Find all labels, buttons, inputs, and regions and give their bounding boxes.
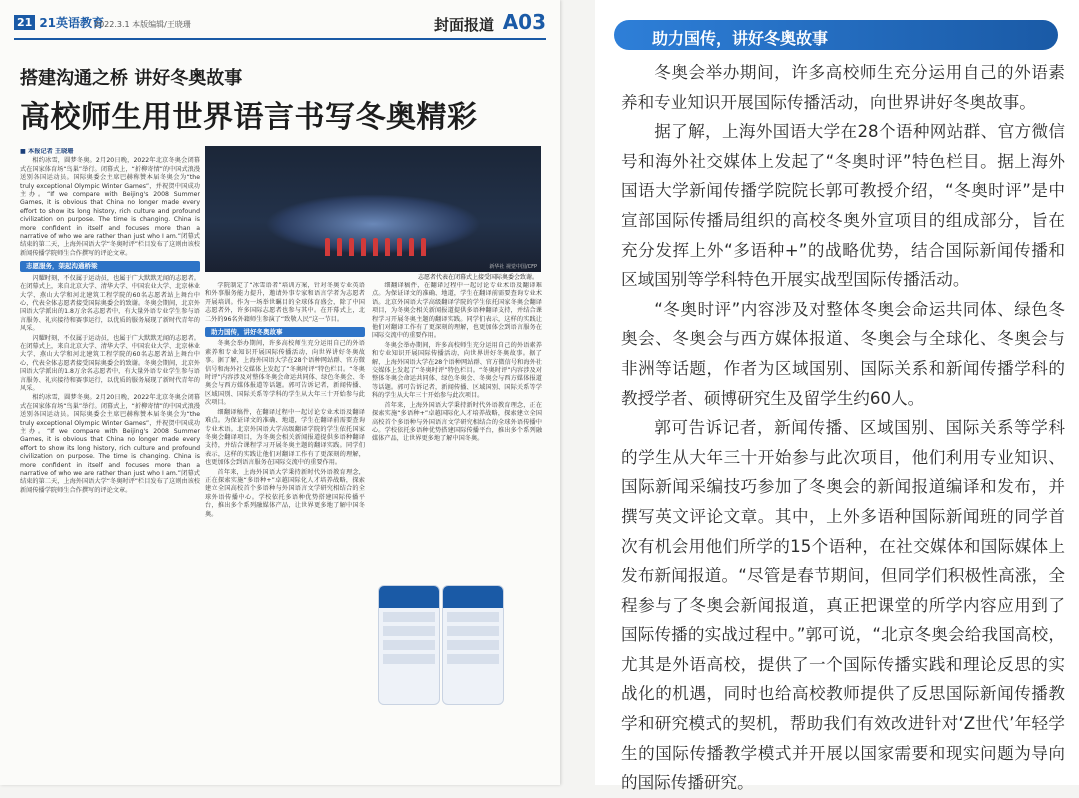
masthead — [14, 10, 546, 40]
issue-date: 2022.3.1 本版编辑/王晓珊 — [94, 20, 191, 29]
app-screenshot — [378, 585, 440, 705]
photo-caption: 志愿者代表在闭幕式上接受国际奥委会致谢。 — [418, 274, 539, 281]
volunteer-figure — [361, 238, 366, 256]
paragraph: 细翻译稿件，在翻译过程中一起讨论专业术语及翻译难点。为保证译文的准确、地道，学生在翻译前需要查询专业术语。北京外国语大学高级翻译学院的学生依托国家冬奥会翻译项目，为冬奥会相关新闻报道提供多语种翻译支持，并结合课程学习开展冬奥主题的翻译实践。同学们表示，这样的实践让他们对翻译工作有了更深刻的理解，也更加体会到语言服务在国际交流中的重要作用。 — [372, 282, 542, 340]
excerpt-body — [621, 58, 1065, 798]
closing-ceremony-photo — [205, 146, 541, 272]
article-column-1 — [20, 148, 200, 778]
byline: ■ 本报记者 王晓珊 — [20, 148, 74, 155]
article-column-2 — [205, 282, 365, 778]
subheading: 助力国传，讲好冬奥故事 — [205, 327, 365, 337]
paragraph: 首年来，上海外国语大学秉持新时代外语教育理念，正在探索实施“多语种+”卓越国际化人才培养战略，探索建立全国高校首个多语种与外国语言文学研究相结合的全球外语传播中心。学校依托多语种优势搭建国际传播平台，推出多个系列融媒体产品，让世界更多地了解中国冬奥。 — [205, 468, 365, 518]
app-line — [447, 654, 499, 664]
paragraph: 冬奥会举办期间，许多高校师生充分运用自己的外语素养和专业知识开展国际传播活动，向世界讲好冬奥故事。据了解，上海外国语大学在28个语种网站群、官方微信号和海外社交媒体上发起了“冬奥时评”特色栏目。“冬奥时评”内容涉及对整体冬奥会命运共同体、绿色冬奥会、冬奥会与西方媒体报道等话题。郭可告诉记者，新闻传播、区域国别、国际关系等学科的学生从大年三十开始参与此次项目。 — [205, 340, 365, 407]
app-line — [447, 612, 499, 622]
app-line — [383, 612, 435, 622]
volunteer-figure — [409, 238, 414, 256]
page-number: A03 — [502, 10, 546, 34]
article-kicker: 搭建沟通之桥 讲好冬奥故事 — [20, 68, 243, 89]
logo-text: 21英语教育 — [39, 16, 105, 30]
app-header — [379, 586, 439, 608]
volunteer-figure — [421, 238, 426, 256]
volunteer-figure — [397, 238, 402, 256]
article-headline: 高校师生用世界语言书写冬奥精彩 — [20, 100, 478, 135]
subheading: 志愿服务，架起沟通桥梁 — [20, 261, 200, 271]
app-header — [443, 586, 503, 608]
volunteer-figure — [337, 238, 342, 256]
paragraph: 闪耀时刻，不仅属于运动员，也属于广大默默无闻的志愿者。在闭幕式上，来自北京大学、清华大学、中国农业大学、北京林业大学、燕山大学和河北建筑工程学院的60名志愿者站上舞台中心，代表全体志愿者接受国际奥委会的致谢。冬奥会期间，北京外国语大学派出的1.8万余名志愿者中，有大量外语专业学生参与语言服务、礼宾接待和赛事运行，以优质的服务展现了新时代青年的风采。 — [20, 334, 200, 392]
logo-mark: 21 — [14, 15, 35, 30]
excerpt-title: 助力国传，讲好冬奥故事 — [652, 29, 829, 48]
excerpt-paragraph: “冬奥时评”内容涉及对整体冬奥会命运共同体、绿色冬奥会、冬奥会与西方媒体报道、冬奥会与全球化、冬奥会与非洲等话题，作者为区域国别、国际关系和新闻传播学科的教授学者、硕博研究生及留学生约60人。 — [621, 299, 1065, 408]
volunteer-figure — [349, 238, 354, 256]
photo-credit: 新华社 视觉中国/CFP — [489, 264, 537, 270]
paragraph: 学院制定了“冰雪语者”培训方案，针对冬奥专业英语和外事服务能力提升，邀请外事专家和语言学者为志愿者开展培训。作为一场举世瞩目的全球体育盛会，除了中国志愿者外，许多国际志愿者也参与其中。在开幕式上，北二外的96名外籍师生参演了“致敬人民”这一节目。 — [205, 282, 365, 323]
volunteer-figure — [373, 238, 378, 256]
paragraph: 相约冰雪，圆梦冬奥。2月20日晚，2022年北京冬奥会闭幕式在国家体育场“鸟巢”举行。闭幕式上，“折柳寄情”的中国式浪漫送别各国运动员。国际奥委会主席巴赫称赞本届冬奥会为“the truly exceptional Olympic Winter Games”，并祝贺中国成功主办。“If we compare with Beijing's 2008 Summer Games, it is obvious that China no longer made every effort to show its long history, rich culture and profound civilization on purpose. The time is changing. China is more confident in itself and focuses more than a narrative of who we are rather than just who I am.”闭幕式结束的第二天，上海外国语大学“冬奥时评”栏目发布了这则由该校新闻传播学院师生合作撰写的评论文章。 — [20, 394, 200, 494]
app-line — [383, 654, 435, 664]
volunteer-figure — [325, 238, 330, 256]
paragraph: 细翻译稿件，在翻译过程中一起讨论专业术语及翻译难点。为保证译文的准确、地道，学生在翻译前需要查询专业术语。北京外国语大学高级翻译学院的学生依托国家冬奥会翻译项目，为冬奥会相关新闻报道提供多语种翻译支持，并结合课程学习开展冬奥主题的翻译实践。同学们表示，这样的实践让他们对翻译工作有了更深刻的理解，也更加体会到语言服务在国际交流中的重要作用。 — [205, 408, 365, 467]
paragraph: 冬奥会举办期间，许多高校师生充分运用自己的外语素养和专业知识开展国际传播活动，向世界讲好冬奥故事。据了解，上海外国语大学在28个语种网站群、官方微信号和海外社交媒体上发起了“冬奥时评”特色栏目。“冬奥时评”内容涉及对整体冬奥会命运共同体、绿色冬奥会、冬奥会与西方媒体报道等话题。郭可告诉记者，新闻传播、区域国别、国际关系等学科的学生从大年三十开始参与此次项目。 — [372, 341, 542, 400]
volunteer-figure — [385, 238, 390, 256]
newspaper-logo — [14, 14, 104, 31]
excerpt-paragraph: 冬奥会举办期间，许多高校师生充分运用自己的外语素养和专业知识开展国际传播活动，向世界讲好冬奥故事。 — [621, 63, 1065, 112]
excerpt-paragraph: 据了解，上海外国语大学在28个语种网站群、官方微信号和海外社交媒体上发起了“冬奥时评”特色栏目。据上海外国语大学新闻传播学院院长郭可教授介绍，“冬奥时评”是中宣部国际传播局组织的高校冬奥外宣项目的组成部分，旨在充分发挥上外“多语种+”的战略优势，结合国际新闻传播和区域国别等学科特色开展实战型国际传播活动。 — [621, 122, 1065, 290]
app-line — [447, 626, 499, 636]
paragraph: 首年来，上海外国语大学秉持新时代外语教育理念，正在探索实施“多语种+”卓越国际化人才培养战略，探索建立全国高校首个多语种与外国语言文学研究相结合的全球外语传播中心。学校依托多语种优势搭建国际传播平台，推出多个系列融媒体产品，让世界更多地了解中国冬奥。 — [372, 401, 542, 443]
paragraph: 相约冰雪，圆梦冬奥。2月20日晚，2022年北京冬奥会闭幕式在国家体育场“鸟巢”举行。闭幕式上，“折柳寄情”的中国式浪漫送别各国运动员。国际奥委会主席巴赫称赞本届冬奥会为“the truly exceptional Olympic Winter Games”，并祝贺中国成功主办。“If we compare with Beijing's 2008 Summer Games, it is obvious that China no longer made every effort to show its long history, rich culture and profound civilization on purpose. The time is changing. China is more confident in itself and focuses more than a narrative of who we are rather than just who I am.”闭幕式结束的第二天，上海外国语大学“冬奥时评”栏目发布了这则由该校新闻传播学院师生合作撰写的评论文章。 — [20, 157, 200, 257]
app-line — [383, 626, 435, 636]
app-screenshot — [442, 585, 504, 705]
excerpt-paragraph: 郭可告诉记者，新闻传播、区域国别、国际关系等学科的学生从大年三十开始参与此次项目，他们利用专业知识、国际新闻采编技巧参加了冬奥会的新闻报道编译和发布，并撰写英文评论文章。其中，上外多语种国际新闻班的同学首次有机会用他们所学的15个语种，在社交媒体和国际媒体上发布新闻报道。“尽管是春节期间，但同学们积极性高涨，全程参与了冬奥会新闻报道，真正把课堂的所学内容应用到了国际传播的实战过程中。”郭可说，“北京冬奥会给我国高校，尤其是外语高校，提供了一个国际传播实践和理论反思的实战化的机遇，同时也给高校教师提供了反思国际新闻传播教学和研究模式的契机，帮助我们有效改进针对‘Z世代’年轻学生的国际传播教学模式并开展以国家需要和现实问题为导向的国际传播研究。 — [621, 418, 1065, 793]
section-name: 封面报道 — [433, 16, 494, 34]
app-line — [447, 640, 499, 650]
zoomed-excerpt — [595, 0, 1079, 793]
app-line — [383, 640, 435, 650]
paragraph: 闪耀时刻，不仅属于运动员，也属于广大默默无闻的志愿者。在闭幕式上，来自北京大学、清华大学、中国农业大学、北京林业大学、燕山大学和河北建筑工程学院的60名志愿者站上舞台中心，代表全体志愿者接受国际奥委会的致谢。冬奥会期间，北京外国语大学派出的1.8万余名志愿者中，有大量外语专业学生参与语言服务、礼宾接待和赛事运行，以优质的服务展现了新时代青年的风采。 — [20, 274, 200, 333]
